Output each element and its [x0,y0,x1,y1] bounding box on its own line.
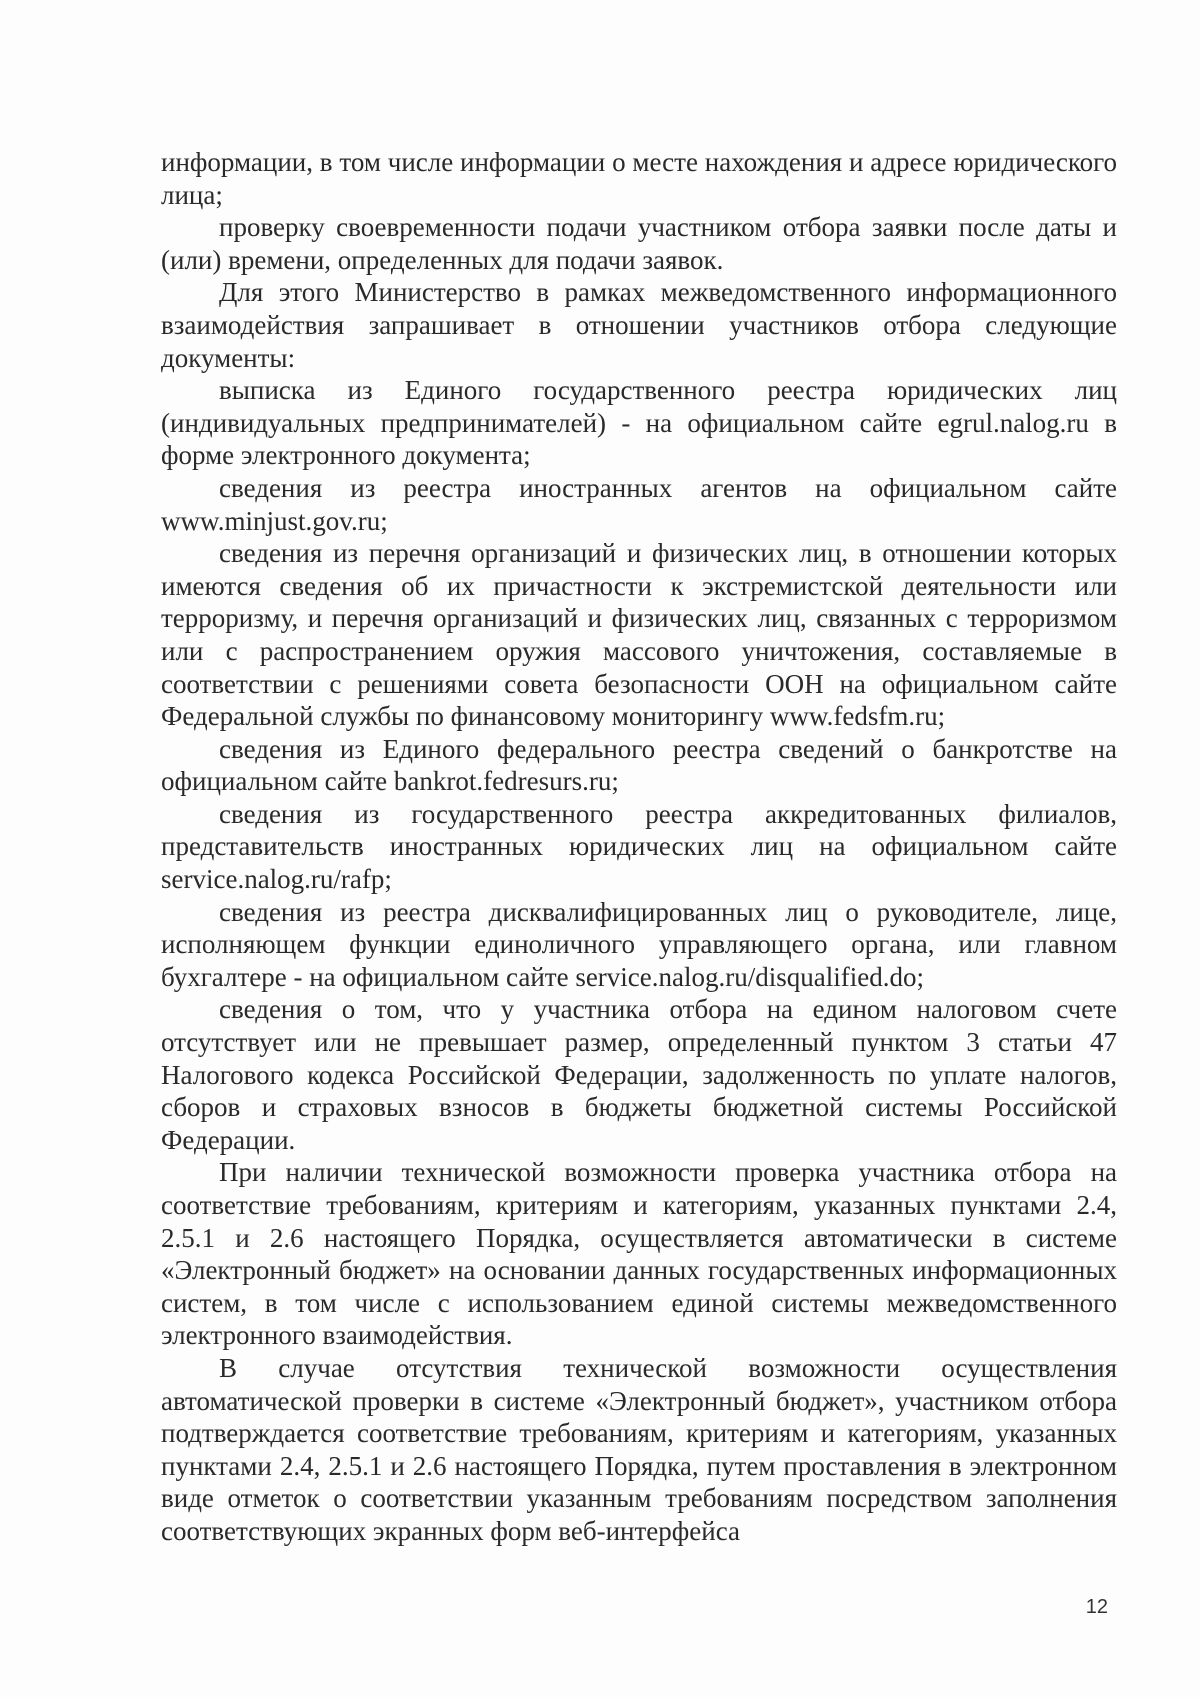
paragraph-12: В случае отсутствия технической возможности осуществления автоматической проверки в системе «Электронный бюджет», участником отбора подтверждается соответствие требованиям, критериям и категориям, указанных пунктами 2.4, 2.5.1 и 2.6 настоящего Порядка, путем проставления в электронном виде отметок о соответствии указанным требованиям посредством заполнения соответствующих экранных форм веб-интерфейса [161,1352,1117,1546]
paragraph-7: сведения из Единого федерального реестра сведений о банкротстве на официальном сайте bankrot.fedresurs.ru; [161,733,1117,797]
paragraph-11: При наличии технической возможности проверка участника отбора на соответствие требованиям, критериям и категориям, указанных пунктами 2.4, 2.5.1 и 2.6 настоящего Порядка, осуществляется автоматически в системе «Электронный бюджет» на основании данных государственных информационных систем, в том числе с использованием единой системы межведомственного электронного взаимодействия. [161,1157,1117,1351]
paragraph-6: сведения из перечня организаций и физических лиц, в отношении которых имеются сведения об их причастности к экстремистской деятельности или терроризму, и перечня организаций и физических лиц, связанных с терроризмом или с распространением оружия массового уничтожения, составляемые в соответствии с решениями совета безопасности ООН на официальном сайте Федеральной службы по финансовому мониторингу www.fedsfm.ru; [161,538,1117,732]
document-body [161,146,1117,1548]
paragraph-2: проверку своевременности подачи участником отбора заявки после даты и (или) времени, определенных для подачи заявок. [161,212,1117,275]
page-number: 12 [1085,1596,1108,1618]
paragraph-4: выписка из Единого государственного реестра юридических лиц (индивидуальных предпринимателей) - на официальном сайте egrul.nalog.ru в форме электронного документа; [161,375,1117,471]
paragraph-9: сведения из реестра дисквалифицированных лиц о руководителе, лице, исполняющем функции единоличного управляющего органа, или главном бухгалтере - на официальном сайте service.nalog.ru/disqualified.do; [161,896,1117,992]
paragraph-8: сведения из государственного реестра аккредитованных филиалов, представительств иностранных юридических лиц на официальном сайте service.nalog.ru/rafp; [161,798,1117,895]
paragraph-3: Для этого Министерство в рамках межведомственного информационного взаимодействия запрашивает в отношении участников отбора следующие документы: [161,277,1117,373]
paragraph-5: сведения из реестра иностранных агентов на официальном сайте www.minjust.gov.ru; [161,472,1117,536]
paragraph-10: сведения о том, что у участника отбора на едином налоговом счете отсутствует или не превышает размер, определенный пунктом 3 статьи 47 Налогового кодекса Российской Федерации, задолженность по уплате налогов, сборов и страховых взносов в бюджеты бюджетной системы Российской Федерации. [161,994,1117,1155]
paragraph-1: информации, в том числе информации о месте нахождения и адресе юридического лица; [161,147,1117,210]
